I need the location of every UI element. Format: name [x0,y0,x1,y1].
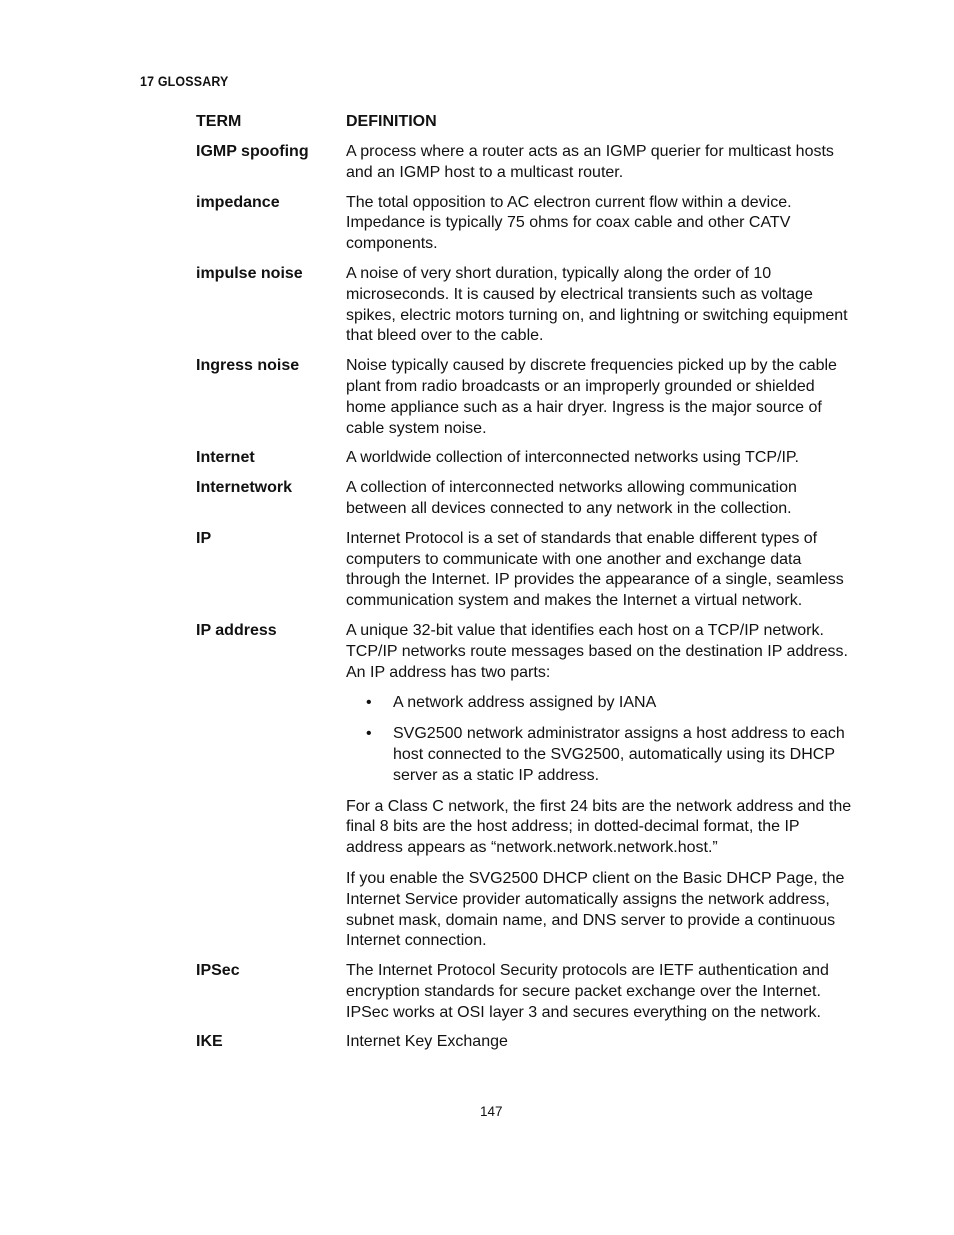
running-header: 17 GLOSSARY [140,74,229,89]
term: Internet [196,449,255,467]
definition-text: A unique 32-bit value that identifies each host on a TCP/IP network. TCP/IP networks route messages based on the destination IP address. An IP address has two parts: [346,621,848,681]
definition [346,448,856,469]
bullet-text: SVG2500 network administrator assigns a host address to each host connected to the SVG2500, automatically using its DHCP server as a static IP address. [393,725,845,784]
term: Ingress noise [196,357,300,375]
bullet-text: A network address assigned by IANA [393,694,657,712]
definition-text: A process where a router acts as an IGMP querier for multicast hosts and an IGMP host to a multicast router. [346,143,834,181]
term: IKE [196,1033,223,1051]
glossary-entry-igmp-spoofing [196,142,856,184]
definition-text: A collection of interconnected networks allowing communication between all devices connected to any network in the collection. [346,479,797,517]
definition-column-heading: DEFINITION [346,113,437,130]
term-column-heading: TERM [196,113,242,130]
definition [346,478,856,520]
glossary-entry-ipsec [196,961,856,1023]
definition [346,961,856,1023]
definition-text: A worldwide collection of interconnected networks using TCP/IP. [346,449,799,467]
table-header-row [196,112,856,142]
definition-text: For a Class C network, the first 24 bits are the network address and the final 8 bits are the host address; in dotted-decimal format, the IP address appears as “network.network.network.host.” [346,797,852,857]
term: impulse noise [196,264,303,282]
term: IP address [196,621,277,639]
definition-text: The Internet Protocol Security protocols are IETF authentication and encryption standards for secure packet exchange over the Internet. IPSec works at OSI layer 3 and secures everything on the network. [346,962,829,1021]
glossary-entry-ike [196,1032,856,1053]
definition-text: The total opposition to AC electron current flow within a device. Impedance is typically 75 ohms for coax cable and other CATV components. [346,193,792,253]
term: impedance [196,193,280,211]
glossary-table [196,112,856,1062]
term: IGMP spoofing [196,143,309,160]
glossary-entry-internetwork [196,478,856,520]
glossary-entry-ip [196,529,856,612]
definition-text: Noise typically caused by discrete frequencies picked up by the cable plant from radio broadcasts or an improperly grounded or shielded home appliance such as a hair dryer. Ingress is the major source of cable system noise. [346,357,837,437]
definition [346,264,856,347]
glossary-entry-ingress-noise [196,356,856,439]
bullet-list [346,693,856,786]
definition [346,193,856,255]
definition-text: If you enable the SVG2500 DHCP client on the Basic DHCP Page, the Internet Service provider automatically assigns the network address, subnet mask, domain name, and DNS server to provide a continuous Internet connection. [346,869,845,950]
page-number: 147 [480,1104,503,1119]
term: IPSec [196,962,240,980]
bullet-icon: • [366,694,372,712]
glossary-entry-impulse-noise [196,264,856,347]
bullet-item [346,693,856,714]
term: Internetwork [196,479,293,497]
definition [346,142,856,184]
definition-text: Internet Protocol is a set of standards that enable different types of computers to communicate with one another and exchange data through the Internet. IP provides the appearance of a single, seamless communication system and makes the Internet a virtual network. [346,529,844,610]
definition [346,621,856,952]
bullet-icon: • [366,725,372,743]
definition [346,356,856,439]
glossary-entry-impedance [196,193,856,255]
term: IP [196,529,212,547]
glossary-entry-ip-address [196,621,856,952]
glossary-entry-internet [196,448,856,469]
definition-text: A noise of very short duration, typically along the order of 10 microseconds. It is caused by electrical transients such as voltage spikes, electric motors turning on, and lightning or switching equipment that bleed over to the cable. [346,264,848,345]
definition [346,1032,856,1053]
definition-text: Internet Key Exchange [346,1033,508,1051]
definition [346,529,856,612]
bullet-item [346,724,856,786]
